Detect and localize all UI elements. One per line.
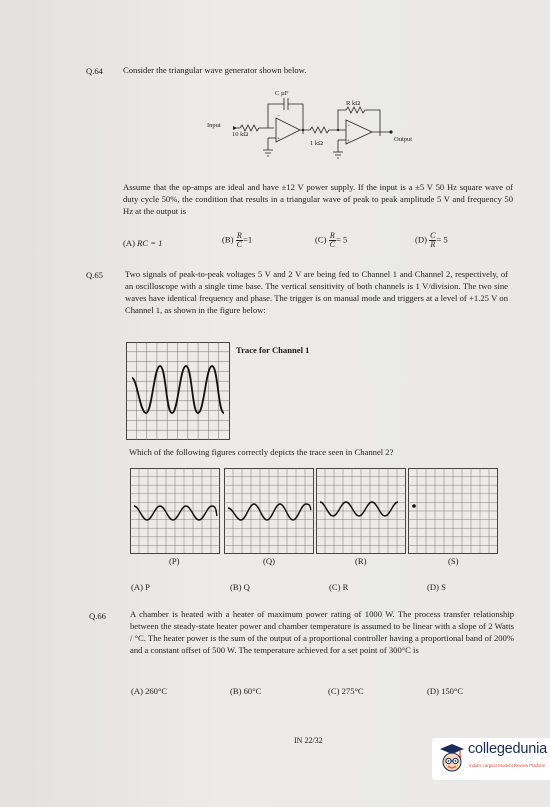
- q64-option-d[interactable]: [415, 232, 448, 249]
- logo-wordmark: collegedunia: [468, 741, 548, 757]
- input-label: Input: [207, 122, 221, 129]
- q64-option-b[interactable]: [222, 232, 252, 249]
- q64-option-d-rhs: = 5: [436, 234, 448, 245]
- feedback-resistor-label: R kΩ: [346, 100, 361, 107]
- q64-number: Q.64: [86, 66, 103, 76]
- svg-text:−: −: [347, 123, 351, 129]
- q64-option-a-label: (A): [123, 238, 135, 248]
- fig-label-s: (S): [448, 556, 459, 566]
- logo-tagline: India's Largest Student Review Platform: [469, 763, 546, 768]
- q65-body: Two signals of peak-to-peak voltages 5 V and 2 V are being fed to Channel 1 and Channel 2, respectively, of an oscilloscope with a single time base. The vertical sensitivity of both channels is 1 V/division. The two sine waves have identical frequency and phase. The trigger is on manual mode and triggers at a level of +1.25 V on Channel 1, as shown in the figure below:: [125, 269, 508, 315]
- collegedunia-logo[interactable]: [432, 738, 550, 780]
- q66-option-a[interactable]: (A) 260°C: [131, 686, 168, 696]
- svg-text:+: +: [277, 136, 281, 142]
- q64-option-a-text: RC = 1: [137, 238, 163, 248]
- q66-option-b[interactable]: (B) 60°C: [230, 686, 262, 696]
- graduate-mascot-icon: [438, 742, 466, 776]
- q65-option-b[interactable]: (B) Q: [230, 582, 250, 592]
- q64-body: Assume that the op-amps are ideal and have ±12 V power supply. If the input is a ±5 V 50 Hz square wave of duty cycle 50%, the condition that results in a triangular wave of peak to peak amplitude 5 V and frequency 50 Hz at the output is: [123, 182, 513, 216]
- q64-question: Consider the triangular wave generator shown below.: [123, 65, 307, 75]
- q64-option-b-rhs: =1: [242, 234, 253, 245]
- scope-figure-s: [408, 468, 498, 554]
- output-label: Output: [394, 136, 413, 143]
- q64-option-c[interactable]: [315, 232, 347, 249]
- q64-option-c-rhs: = 5: [335, 234, 348, 245]
- series-resistor-label: 1 kΩ: [310, 140, 323, 147]
- q64-option-d-fraction: $\frac{C}{R}$: [430, 231, 436, 249]
- input-resistor-label: 10 kΩ: [232, 131, 249, 138]
- q66-body: A chamber is heated with a heater of maximum power rating of 1000 W. The process transfer relationship between the steady-state heater power and chamber temperature is assumed to be linear with a slope of 2 Watts / °C. The heater power is the sum of the output of a proportional controller having a proportional band of 200% and a constant offset of 500 W. The temperature achieved for a set point of 300°C is: [130, 609, 514, 655]
- channel1-trace: [126, 342, 230, 440]
- fig-label-p: (P): [169, 556, 180, 566]
- q65-option-d[interactable]: (D) S: [427, 582, 446, 592]
- scope-figure-q: [224, 468, 314, 554]
- fig-label-q: (Q): [263, 556, 275, 566]
- q65-prompt: Which of the following figures correctly depicts the trace seen in Channel 2?: [129, 447, 394, 457]
- q64-option-a[interactable]: [123, 238, 162, 248]
- q65-option-a[interactable]: (A) P: [131, 582, 150, 592]
- capacitor-label: C µF: [275, 90, 289, 97]
- page-number: IN 22/32: [294, 736, 323, 745]
- trace-label: Trace for Channel 1: [236, 345, 310, 355]
- q64-option-d-label: (D): [415, 234, 427, 245]
- fig-label-r: (R): [355, 556, 367, 566]
- q64-option-b-label: (B): [222, 234, 234, 245]
- triangular-wave-generator-circuit: [200, 86, 430, 166]
- q64-option-b-fraction: $\frac{R}{C}$: [236, 231, 242, 249]
- q66-option-c[interactable]: (C) 275°C: [328, 686, 364, 696]
- scope-figure-r: [316, 468, 406, 554]
- q65-number: Q.65: [86, 270, 103, 280]
- q66-option-d[interactable]: (D) 150°C: [427, 686, 464, 696]
- q64-option-c-label: (C): [315, 234, 327, 245]
- svg-text:−: −: [277, 113, 281, 119]
- q65-option-c[interactable]: (C) R: [329, 582, 349, 592]
- scope-figure-p: [130, 468, 220, 554]
- svg-text:+: +: [347, 138, 351, 144]
- q64-option-c-fraction: $\frac{R}{C}$: [329, 231, 335, 249]
- q66-number: Q.66: [89, 611, 106, 621]
